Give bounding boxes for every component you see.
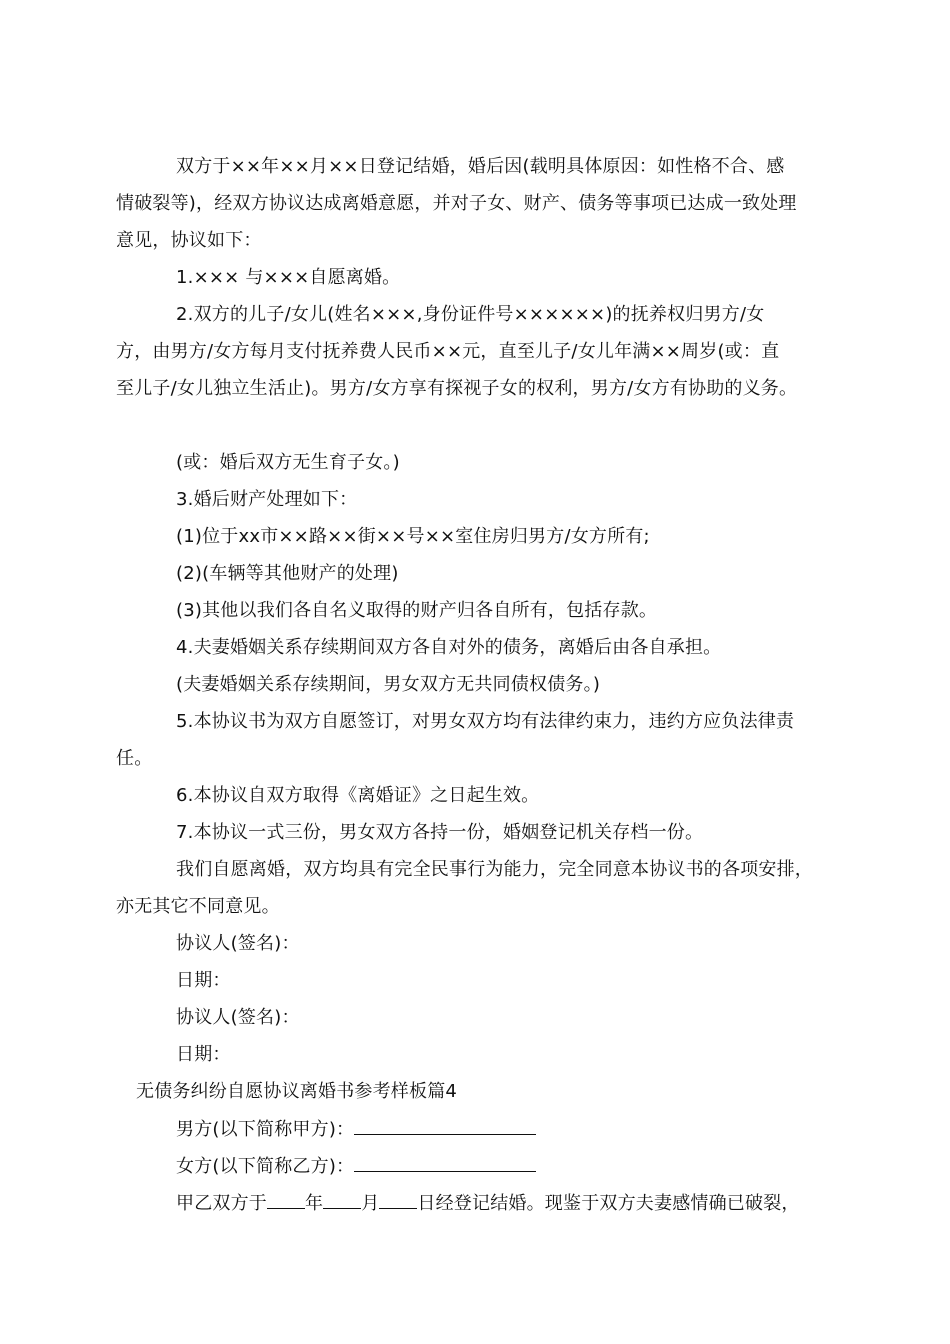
month-blank	[323, 1190, 361, 1209]
text-segment: 年	[305, 1193, 324, 1214]
female-party-blank	[354, 1153, 536, 1172]
text-segment: 月	[361, 1193, 380, 1214]
note-line: (夫妻婚姻关系存续期间，男女双方无共同债权债务。)	[176, 674, 601, 695]
clause-7: 7.本协议一式三份，男女双方各持一份，婚姻登记机关存档一份。	[176, 822, 704, 843]
marriage-date-line	[176, 1190, 800, 1217]
section-heading: 无债务纠纷自愿协议离婚书参考样板篇4	[136, 1081, 458, 1102]
date-label: 日期：	[176, 970, 231, 991]
paragraph-line: 情破裂等)，经双方协议达成离婚意愿，并对子女、财产、债务等事项已达成一致处理	[116, 193, 797, 214]
paragraph-line: 亦无其它不同意见。	[116, 896, 280, 917]
paragraph-line: 至儿子/女儿独立生活止)。男方/女方享有探视子女的权利，男方/女方有协助的义务。	[116, 378, 798, 399]
note-line: (或：婚后双方无生育子女。)	[176, 452, 400, 473]
male-party-row	[176, 1116, 536, 1143]
text-segment: 甲乙双方于	[176, 1193, 267, 1214]
date-label: 日期：	[176, 1044, 231, 1065]
clause-5: 5.本协议书为双方自愿签订，对男女双方均有法律约束力，违约方应负法律责	[176, 711, 795, 732]
clause-6: 6.本协议自双方取得《离婚证》之日起生效。	[176, 785, 540, 806]
paragraph-line: 意见，协议如下：	[116, 230, 262, 251]
paragraph-line: 方，由男方/女方每月支付抚养费人民币××元，直至儿子/女儿年满××周岁(或：直	[116, 341, 780, 362]
sub-clause: (2)(车辆等其他财产的处理)	[176, 563, 399, 584]
clause-4: 4.夫妻婚姻关系存续期间双方各自对外的债务，离婚后由各自承担。	[176, 637, 722, 658]
sub-clause: (3)其他以我们各自名义取得的财产归各自所有，包括存款。	[176, 600, 658, 621]
signature-label: 协议人(签名)：	[176, 933, 300, 954]
year-blank	[267, 1190, 305, 1209]
paragraph-line: 双方于××年××月××日登记结婚，婚后因(载明具体原因：如性格不合、感	[176, 156, 785, 177]
text-segment: 日经登记结婚。现鉴于双方夫妻感情确已破裂，	[417, 1193, 800, 1214]
paragraph-line: 我们自愿离婚，双方均具有完全民事行为能力，完全同意本协议书的各项安排，	[176, 859, 813, 880]
male-party-label: 男方(以下简称甲方)：	[176, 1119, 355, 1140]
female-party-label: 女方(以下简称乙方)：	[176, 1156, 355, 1177]
female-party-row	[176, 1153, 536, 1180]
male-party-blank	[354, 1116, 536, 1135]
sub-clause: (1)位于xx市××路××街××号××室住房归男方/女方所有;	[176, 526, 650, 547]
clause-2: 2.双方的儿子/女儿(姓名×××,身份证件号××××××)的抚养权归男方/女	[176, 304, 765, 325]
day-blank	[379, 1190, 417, 1209]
clause-1: 1.××× 与×××自愿离婚。	[176, 267, 401, 288]
signature-label: 协议人(签名)：	[176, 1007, 300, 1028]
paragraph-line: 任。	[116, 748, 153, 769]
clause-3: 3.婚后财产处理如下：	[176, 489, 358, 510]
